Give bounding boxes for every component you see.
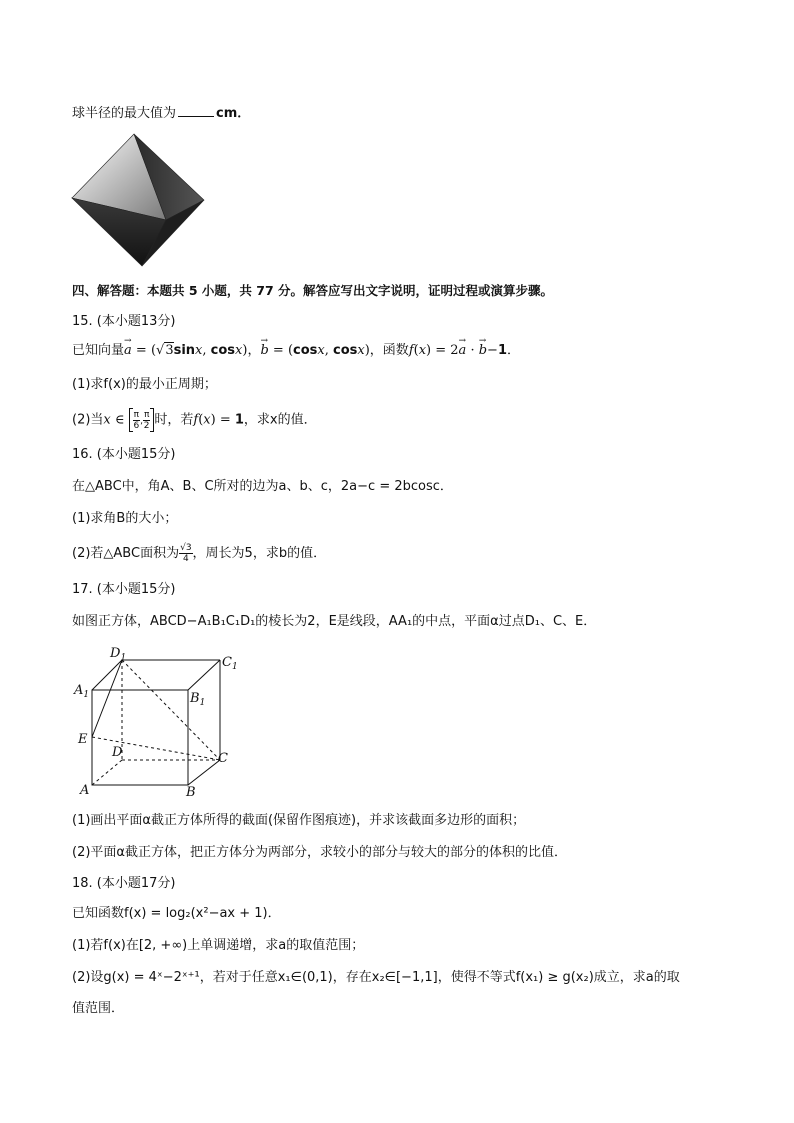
q17-stem: 如图正方体，ABCD−A₁B₁C₁D₁的棱长为2，E是线段，AA₁的中点，平面α过点D₁、C、E． (72, 614, 597, 629)
answer-blank (178, 104, 214, 117)
q15-part2-end: ，求x的值． (243, 412, 317, 428)
q15-part2-pre: (2)当 (72, 412, 104, 428)
label-C1: $C_1$ (222, 655, 238, 672)
q14-tail-text: 球半径的最大值为 (72, 106, 177, 121)
label-C: C (218, 751, 228, 766)
q16-part1: (1)求角B的大小； (72, 511, 178, 526)
q14-unit: cm． (216, 106, 251, 121)
q18-part1: (1)若f(x)在[2, +∞)上单调递增，求a的取值范围； (72, 938, 365, 953)
label-A1: $A_1$ (74, 683, 90, 700)
section-heading: 四、解答题：本题共 5 小题，共 77 分。解答应写出文字说明，证明过程或演算步骤。 (72, 283, 554, 298)
q17-part2: (2)平面α截正方体，把正方体分为两部分，求较小的部分与较大的部分的体积的比值． (72, 845, 567, 860)
label-D1: $D_1$ (110, 646, 127, 663)
q15-stem: 已知向量→ a = (√3sinx, cosx)，→ b = (cosx, cosx)，函数f(x) = 2→ a · → b−1． (72, 342, 520, 360)
q15-stem-suffix: ，函数 (369, 343, 409, 358)
q16-header: 16. (本小题15分) (72, 447, 176, 462)
label-B1: $B_1$ (190, 691, 206, 708)
q18-part2-line2: 值范围． (72, 1001, 125, 1016)
octahedron-figure (70, 132, 206, 268)
q16-part2-pre: (2)若△ABC面积为 (72, 546, 180, 561)
label-B: B (186, 785, 196, 800)
q17-header: 17. (本小题15分) (72, 582, 176, 597)
q14-tail-line (72, 104, 250, 123)
q16-part2: (2)若△ABC面积为 $\frac{√3}{4}$ ，周长为5，求b的值． (72, 543, 327, 564)
label-E: E (78, 732, 88, 747)
q18-part2-line1: (2)设g(x) = 4ˣ−2ˣ⁺¹，若对于任意x₁∈(0,1)，存在x₂∈[−1,1]，使得不等式f(x₁) ≥ g(x₂)成立，求a的取 (72, 970, 680, 985)
q15-part2-mid: 时，若 (154, 412, 194, 428)
q16-part2-end: ，周长为5，求b的值． (192, 546, 327, 561)
label-A: A (80, 783, 90, 798)
q16-stem: 在△ABC中，角A、B、C所对的边为a、b、c，2a−c = 2bcosc． (72, 479, 453, 494)
cube-figure (72, 640, 242, 800)
label-D: D (112, 745, 123, 760)
q15-part2: (2)当x ∈ $\frac{\pi}{6}$ , $\frac{\pi}{2}$ 时，若f(x) = 1，求x的值． (72, 409, 317, 431)
q17-part1: (1)画出平面α截正方体所得的截面(保留作图痕迹)，并求该截面多边形的面积； (72, 813, 526, 828)
q15-stem-prefix: 已知向量 (72, 343, 125, 358)
q18-stem: 已知函数f(x) = log₂(x²−ax + 1)． (72, 906, 281, 921)
q15-header: 15. (本小题13分) (72, 314, 176, 329)
q15-part1: (1)求f(x)的最小正周期； (72, 377, 217, 392)
q18-header: 18. (本小题17分) (72, 876, 176, 891)
